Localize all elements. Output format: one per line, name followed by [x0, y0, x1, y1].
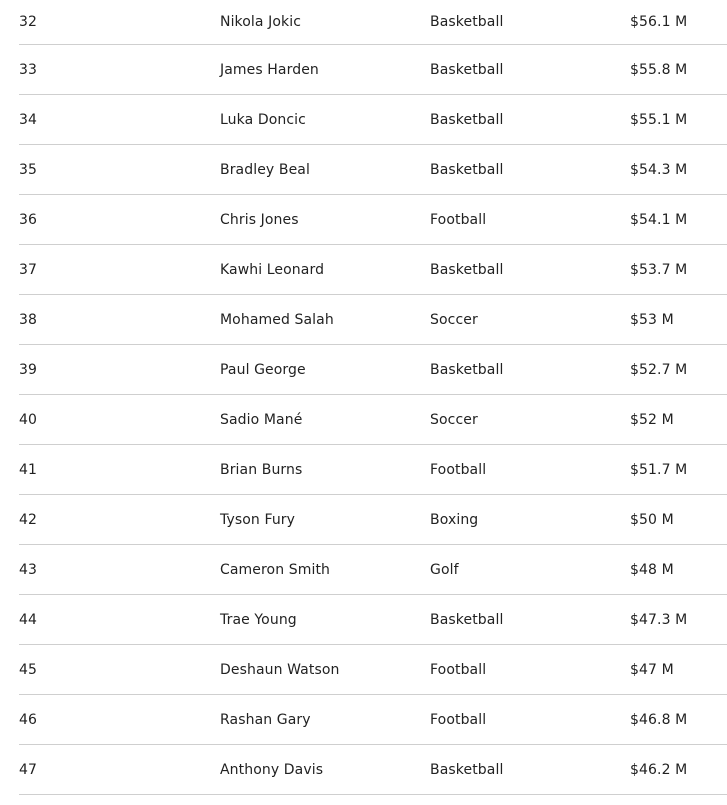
table-row	[19, 0, 727, 45]
rank-cell: 47	[19, 761, 38, 778]
rank-cell: 43	[19, 561, 38, 578]
athlete-name-cell: Anthony Davis	[220, 761, 324, 778]
rank-cell: 44	[19, 611, 38, 628]
earnings-cell: $53 M	[630, 311, 674, 328]
earnings-cell: $47.3 M	[630, 611, 688, 628]
athlete-name-cell: Luka Doncic	[220, 111, 306, 128]
sport-cell: Football	[430, 461, 487, 478]
athlete-name-cell: Deshaun Watson	[220, 661, 340, 678]
table-row	[19, 495, 727, 545]
sport-cell: Soccer	[430, 311, 478, 328]
athlete-name-cell: Trae Young	[220, 611, 297, 628]
athlete-name-cell: Brian Burns	[220, 461, 303, 478]
sport-cell: Basketball	[430, 761, 504, 778]
earnings-cell: $53.7 M	[630, 261, 688, 278]
table-row	[19, 45, 727, 95]
sport-cell: Basketball	[430, 111, 504, 128]
table-row	[19, 245, 727, 295]
table-row	[19, 345, 727, 395]
sport-cell: Boxing	[430, 511, 479, 528]
table-row	[19, 295, 727, 345]
earnings-cell: $48 M	[630, 561, 674, 578]
table-row	[19, 145, 727, 195]
sport-cell: Soccer	[430, 411, 478, 428]
rank-cell: 33	[19, 61, 38, 78]
sport-cell: Basketball	[430, 61, 504, 78]
sport-cell: Basketball	[430, 261, 504, 278]
table-row	[19, 445, 727, 495]
athlete-name-cell: Nikola Jokic	[220, 14, 302, 30]
athlete-name-cell: Mohamed Salah	[220, 311, 334, 328]
table-row	[19, 645, 727, 695]
rank-cell: 32	[19, 14, 38, 30]
table-row	[19, 95, 727, 145]
table-row	[19, 695, 727, 745]
athlete-name-cell: James Harden	[220, 61, 319, 78]
rank-cell: 41	[19, 461, 38, 478]
sport-cell: Football	[430, 661, 487, 678]
rank-cell: 38	[19, 311, 38, 328]
table-row	[19, 595, 727, 645]
rank-cell: 37	[19, 261, 38, 278]
rank-cell: 36	[19, 211, 38, 228]
earnings-cell: $46.8 M	[630, 711, 688, 728]
athlete-name-cell: Tyson Fury	[220, 511, 296, 528]
table-row	[19, 545, 727, 595]
rank-cell: 46	[19, 711, 38, 728]
athlete-name-cell: Rashan Gary	[220, 711, 311, 728]
rank-cell: 35	[19, 161, 38, 178]
sport-cell: Golf	[430, 561, 459, 578]
earnings-cell: $52 M	[630, 411, 674, 428]
athlete-name-cell: Paul George	[220, 361, 306, 378]
sport-cell: Basketball	[430, 161, 504, 178]
rank-cell: 45	[19, 661, 38, 678]
rank-cell: 34	[19, 111, 38, 128]
athlete-name-cell: Bradley Beal	[220, 161, 310, 178]
earnings-cell: $55.1 M	[630, 111, 688, 128]
sport-cell: Football	[430, 711, 487, 728]
earnings-cell: $46.2 M	[630, 761, 688, 778]
earnings-cell: $47 M	[630, 661, 674, 678]
rank-cell: 39	[19, 361, 38, 378]
athlete-name-cell: Chris Jones	[220, 211, 299, 228]
earnings-cell: $54.1 M	[630, 211, 688, 228]
earnings-cell: $54.3 M	[630, 161, 688, 178]
earnings-cell: $52.7 M	[630, 361, 688, 378]
athlete-name-cell: Cameron Smith	[220, 561, 331, 578]
sport-cell: Basketball	[430, 611, 504, 628]
earnings-cell: $50 M	[630, 511, 674, 528]
rank-cell: 40	[19, 411, 38, 428]
sport-cell: Basketball	[430, 361, 504, 378]
rank-cell: 42	[19, 511, 38, 528]
athlete-name-cell: Sadio Mané	[220, 411, 303, 428]
sport-cell: Football	[430, 211, 487, 228]
table-row	[19, 745, 727, 795]
table-row	[19, 195, 727, 245]
athlete-name-cell: Kawhi Leonard	[220, 261, 325, 278]
earnings-cell: $51.7 M	[630, 461, 688, 478]
table-row	[19, 395, 727, 445]
earnings-cell: $55.8 M	[630, 61, 688, 78]
earnings-cell: $56.1 M	[630, 14, 688, 30]
sport-cell: Basketball	[430, 14, 504, 30]
